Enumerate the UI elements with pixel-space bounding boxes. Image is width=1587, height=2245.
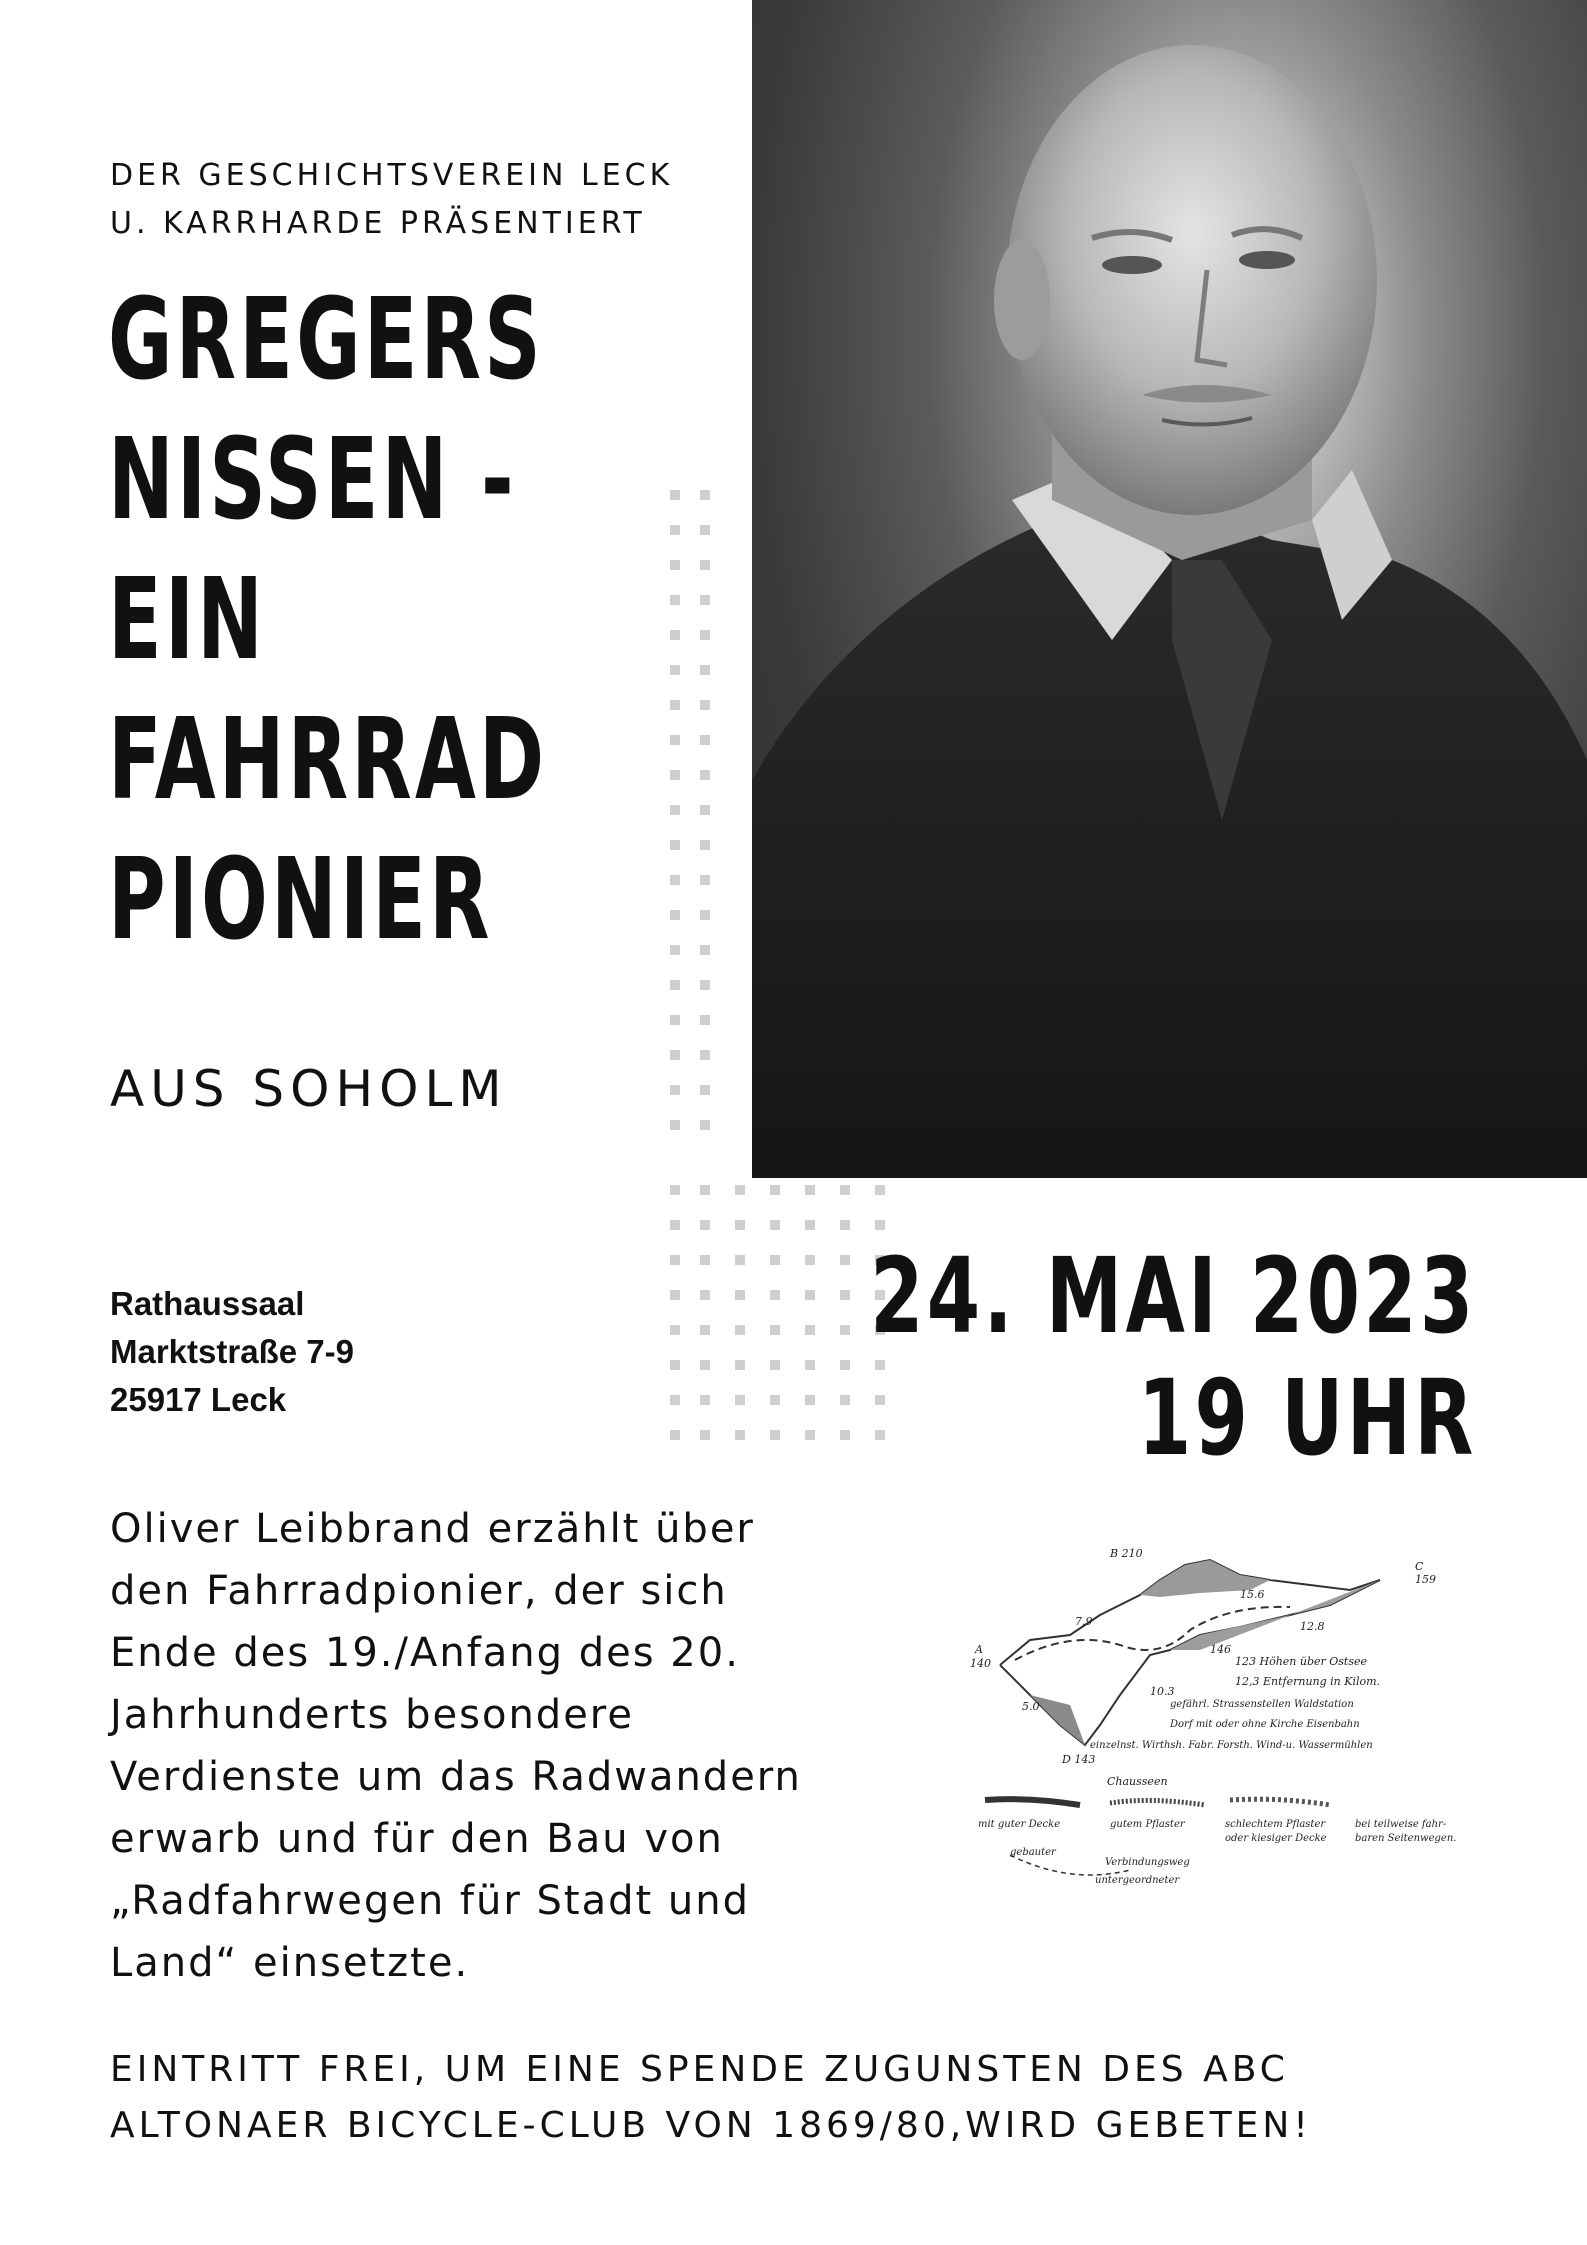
sketch-value-2: 15.6 [1240, 1588, 1265, 1601]
admission-line-1: EINTRITT FREI, UM EINE SPENDE ZUGUNSTEN DES ABC [110, 2049, 1289, 2090]
venue-city: 25917 Leck [110, 1381, 287, 1418]
route-profile-sketch [970, 1535, 1490, 1945]
sketch-label-c: C [1415, 1560, 1424, 1573]
sketch-legend-3: gefährl. Strassenstellen Waldstation [1170, 1699, 1354, 1710]
description-line: den Fahrradpionier, der sich [110, 1568, 728, 1614]
title-line-3: EIN [108, 555, 267, 685]
sketch-legend-5: einzelnst. Wirthsh. Fabr. Forsth. Wind-u. Wassermühlen [1090, 1740, 1373, 1751]
sketch-chausseen: Chausseen [1107, 1775, 1168, 1788]
sketch-legend-4: Dorf mit oder ohne Kirche Eisenbahn [1170, 1719, 1360, 1730]
presenter-line-2: U. KARRHARDE PRÄSENTIERT [110, 206, 646, 241]
sketch-label-c-height: 159 [1415, 1573, 1436, 1586]
admission-note [110, 2042, 1312, 2154]
event-datetime [871, 1235, 1477, 1479]
sketch-gebauter: gebauter [1010, 1847, 1056, 1858]
sketch-label-d: D 143 [1062, 1753, 1096, 1766]
sketch-value-5: 10.3 [1150, 1685, 1175, 1698]
sketch-label-a-height: 140 [970, 1657, 991, 1670]
sketch-verbindung: Verbindungsweg [1105, 1857, 1190, 1868]
sketch-legend-2: 12,3 Entfernung in Kilom. [1235, 1675, 1381, 1688]
description-line: erwarb und für den Bau von [110, 1816, 724, 1862]
event-date: 24. MAI 2023 [870, 1235, 1477, 1357]
title-line-1: GREGERS [108, 275, 544, 405]
portrait-illustration [752, 0, 1587, 1178]
sketch-road-3: schlechtem Pflaster [1225, 1819, 1326, 1830]
description-line: „Radfahrwegen für Stadt und [110, 1878, 750, 1924]
sketch-road-2: gutem Pflaster [1110, 1819, 1185, 1830]
sketch-road-1: mit guter Decke [978, 1819, 1061, 1830]
description-line: Verdienste um das Radwandern [110, 1754, 802, 1800]
description-line: Land“ einsetzte. [110, 1940, 470, 1986]
title-line-2: NISSEN - [108, 415, 517, 545]
presenter-line-1: DER GESCHICHTSVEREIN LECK [110, 158, 674, 193]
venue-address [110, 1280, 354, 1424]
description-line: Jahrhunderts besondere [110, 1692, 634, 1738]
event-time: 19 UHR [1138, 1357, 1477, 1479]
event-description [110, 1498, 960, 1994]
presenter-text [110, 152, 673, 248]
description-line: Oliver Leibbrand erzählt über [110, 1506, 755, 1552]
sketch-label-d-mid: 146 [1210, 1643, 1231, 1656]
title-line-4: FAHRRAD [108, 695, 548, 825]
sketch-road-4b: baren Seitenwegen. [1355, 1833, 1457, 1844]
venue-name: Rathaussaal [110, 1285, 305, 1322]
sketch-road-3b: oder kiesiger Decke [1225, 1833, 1327, 1844]
subtitle: AUS SOHOLM [110, 1060, 508, 1118]
sketch-value-4: 5.0 [1022, 1700, 1040, 1713]
sketch-legend-1: 123 Höhen über Ostsee [1235, 1655, 1368, 1668]
sketch-label-b: B 210 [1110, 1547, 1143, 1560]
description-line: Ende des 19./Anfang des 20. [110, 1630, 740, 1676]
portrait-photo [752, 0, 1587, 1178]
venue-street: Marktstraße 7-9 [110, 1333, 354, 1370]
sketch-value-1: 7.9 [1075, 1615, 1093, 1628]
sketch-value-3: 12.8 [1300, 1620, 1325, 1633]
sketch-label-a: A [975, 1643, 983, 1656]
sketch-untergeordneter: untergeordneter [1095, 1875, 1180, 1886]
sketch-road-4: bei teilweise fahr- [1355, 1819, 1447, 1830]
title-line-5: PIONIER [108, 835, 493, 965]
page-title [108, 270, 547, 970]
admission-line-2: ALTONAER BICYCLE-CLUB VON 1869/80,WIRD GEBETEN! [110, 2105, 1312, 2146]
